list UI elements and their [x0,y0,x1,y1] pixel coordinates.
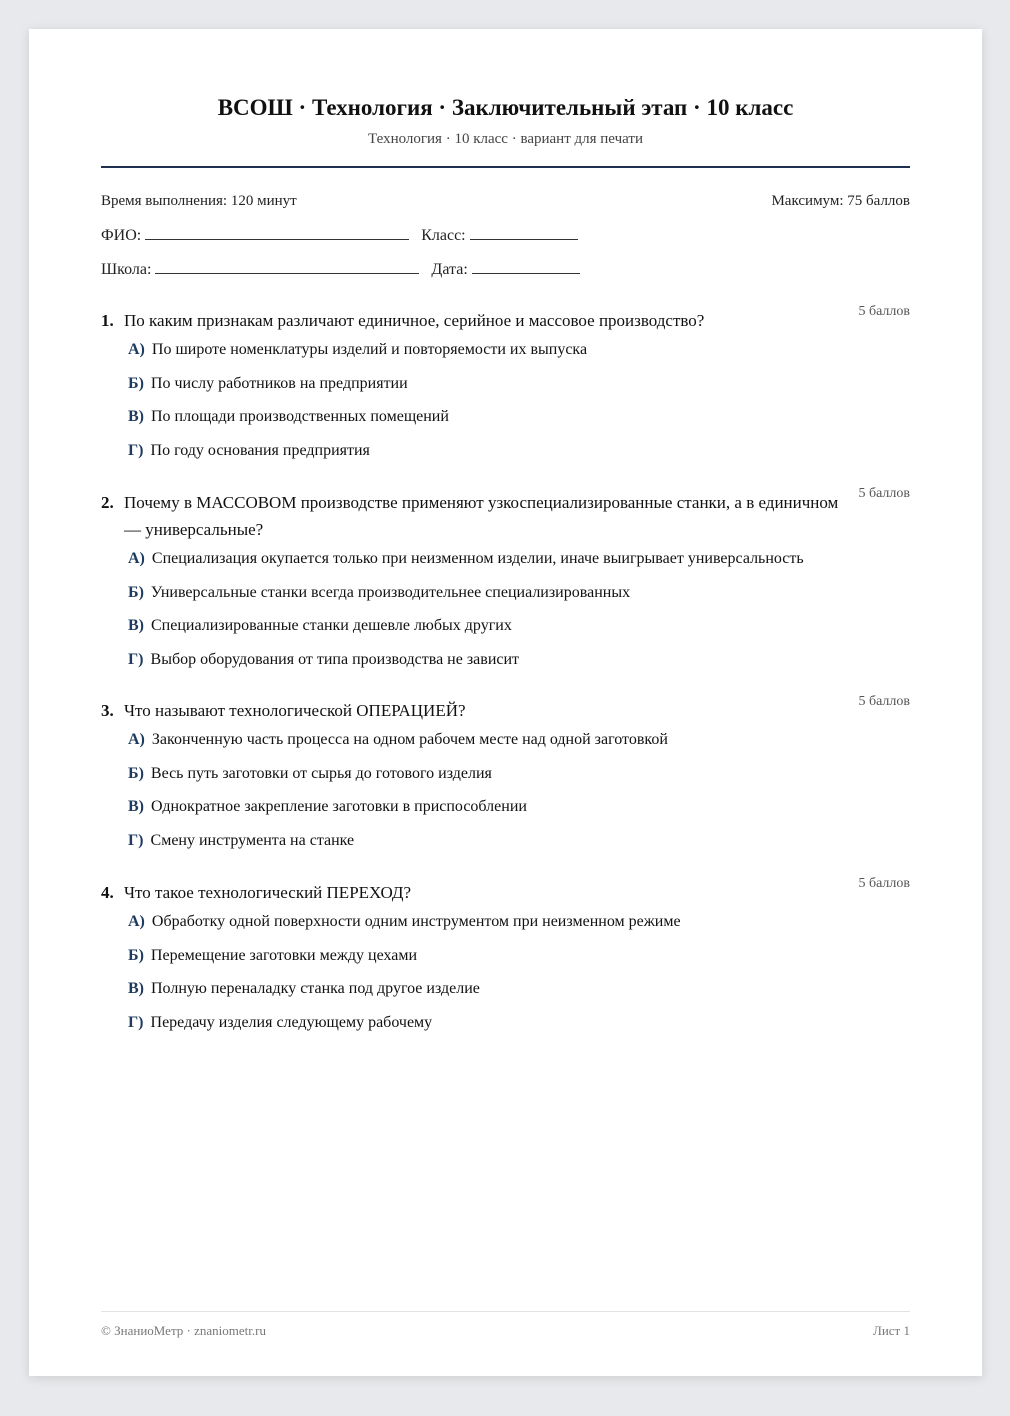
answer-option-v[interactable] [128,407,910,441]
option-letter: Г) [128,441,144,459]
question-1 [101,304,910,474]
option-letter: Г) [128,650,144,668]
fio-class-row [101,225,910,245]
date-field[interactable] [472,259,580,274]
date-label: Дата: [431,261,468,278]
time-limit: Время выполнения: 120 минут [101,193,297,209]
question-header [101,489,910,543]
option-text: По площади производственных помещений [151,408,449,425]
option-letter: Б) [128,374,144,392]
answer-option-v[interactable] [128,616,910,650]
option-letter: А) [128,341,145,358]
school-label: Школа: [101,261,152,278]
question-2 [101,486,910,683]
question-text: Что такое технологический ПЕРЕХОД? [124,883,412,902]
class-label: Класс: [421,227,466,244]
answer-option-a[interactable] [128,340,910,374]
option-text: По широте номенклатуры изделий и повторяемости их выпуска [151,341,588,358]
option-letter: А) [128,913,145,930]
school-date-row [101,259,910,279]
answer-options [101,549,910,683]
option-letter: Б) [128,764,144,782]
question-number: 2. [101,493,114,512]
option-letter: В) [128,408,144,425]
answer-options [101,730,910,864]
question-header [101,697,910,724]
answer-option-a[interactable] [128,549,910,583]
option-text: Однократное закрепление заготовки в приспособлении [151,798,527,815]
page-footer [101,1323,910,1339]
worksheet-page [29,29,982,1376]
option-letter: Г) [128,831,144,849]
question-number: 1. [101,311,114,330]
answer-option-g[interactable] [128,831,910,865]
fio-label: ФИО: [101,227,142,244]
question-number: 4. [101,883,114,902]
question-text: Почему в МАССОВОМ производстве применяют узкоспециализированные станки, а в единичном — универсальные? [124,493,839,539]
page-title: ВСОШ · Технология · Заключительный этап · 10 класс [217,95,794,120]
option-letter: Б) [128,946,144,964]
option-text: По числу работников на предприятии [150,374,408,392]
question-number: 3. [101,701,114,720]
answer-options [101,912,910,1046]
footer-divider [101,1311,910,1312]
option-text: Обработку одной поверхности одним инструментом при неизменном режиме [151,913,681,930]
class-field[interactable] [470,225,578,240]
question-points: 5 баллов [858,876,910,891]
option-text: Выбор оборудования от типа производства не зависит [150,650,520,668]
answer-option-a[interactable] [128,730,910,764]
option-letter: В) [128,617,144,634]
answer-option-a[interactable] [128,912,910,946]
footer-copyright: © ЗнаниоМетр · znaniometr.ru [101,1323,266,1338]
option-text: Смену инструмента на станке [150,831,355,849]
fio-field[interactable] [145,225,409,240]
option-text: Специализация окупается только при неизменном изделии, иначе выигрывает универсальность [151,550,804,567]
option-text: Универсальные станки всегда производительнее специализированных [150,583,631,601]
answer-option-b[interactable] [128,583,910,617]
question-text: По каким признакам различают единичное, серийное и массовое производство? [124,311,705,330]
answer-option-b[interactable] [128,764,910,798]
answer-option-v[interactable] [128,979,910,1013]
option-text: Законченную часть процесса на одном рабочем месте над одной заготовкой [151,731,668,748]
question-points: 5 баллов [858,486,910,501]
option-text: По году основания предприятия [150,441,370,459]
max-score: Максимум: 75 баллов [771,193,910,209]
page-subtitle: Технология · 10 класс · вариант для печати [368,131,643,147]
question-3 [101,694,910,864]
option-letter: В) [128,980,144,997]
answer-options [101,340,910,474]
option-text: Передачу изделия следующему рабочему [150,1013,433,1031]
page-content [101,29,910,1376]
answer-option-b[interactable] [128,374,910,408]
answer-option-g[interactable] [128,650,910,684]
question-points: 5 баллов [858,304,910,319]
option-text: Перемещение заготовки между цехами [150,946,418,964]
option-letter: А) [128,550,145,567]
page-number: Лист 1 [873,1323,910,1338]
question-header [101,879,910,906]
question-4 [101,876,910,1046]
meta-row [101,193,910,210]
option-letter: Г) [128,1013,144,1031]
answer-option-v[interactable] [128,797,910,831]
option-text: Полную переналадку станка под другое изделие [151,980,480,997]
question-text: Что называют технологической ОПЕРАЦИЕЙ? [124,701,466,720]
answer-option-b[interactable] [128,946,910,980]
option-text: Весь путь заготовки от сырья до готового изделия [150,764,492,782]
question-points: 5 баллов [858,694,910,709]
option-letter: В) [128,798,144,815]
question-header [101,307,910,334]
answer-option-g[interactable] [128,1013,910,1047]
school-field[interactable] [155,259,419,274]
header-divider [101,166,910,168]
option-letter: Б) [128,583,144,601]
option-letter: А) [128,731,145,748]
answer-option-g[interactable] [128,441,910,475]
option-text: Специализированные станки дешевле любых других [151,617,512,634]
